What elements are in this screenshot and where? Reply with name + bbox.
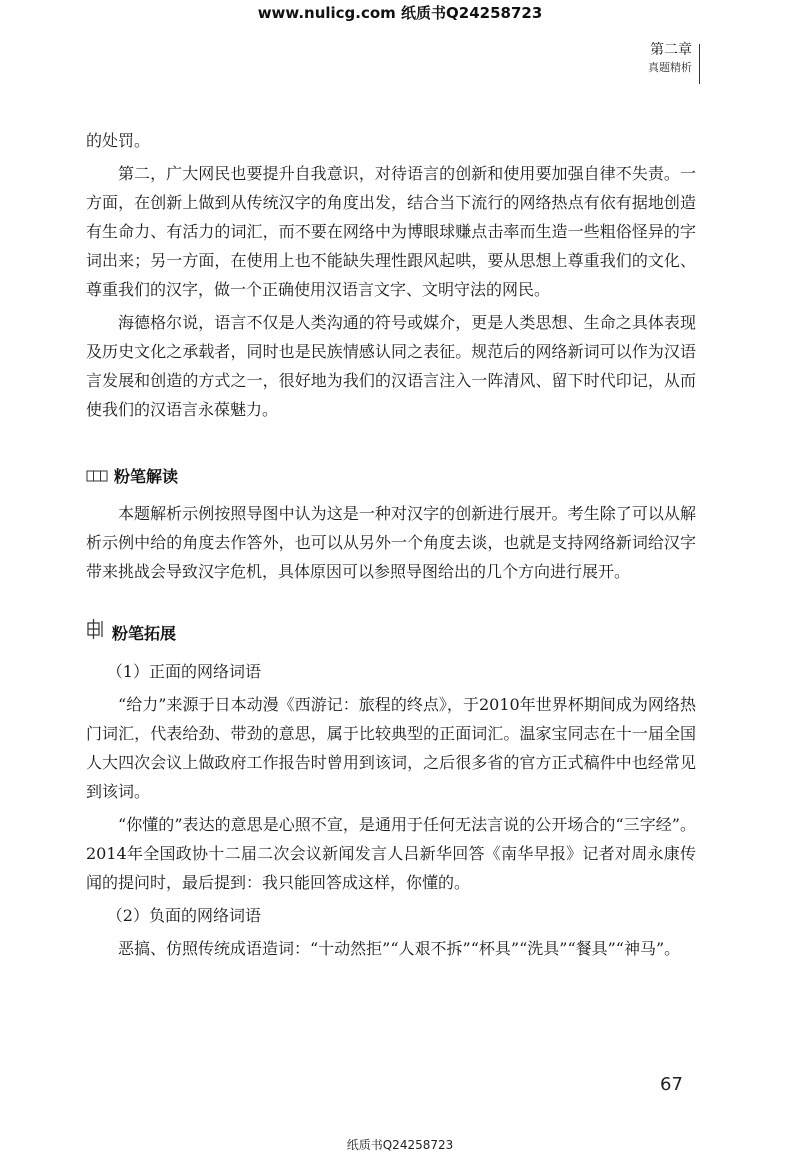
extension-heading (86, 618, 696, 649)
bottom-watermark: 纸质书Q24258723 (346, 1138, 454, 1152)
extension-item2-paragraph1: 恶搞、仿照传统成语造词：“十动然拒”“人艰不拆”“杯具”“洗具”“餐具”“神马”。 (118, 939, 681, 958)
chapter-divider (699, 44, 700, 84)
top-watermark: www.nulicg.com 纸质书Q24258723 (257, 4, 543, 22)
interpretation-heading (86, 462, 696, 491)
paragraph-heidegger: 海德格尔说，语言不仅是人类沟通的符号或媒介，更是人类思想、生命之具体表现及历史文化之承载者，同时也是民族情感认同之表征。规范后的网络新词可以作为汉语言发展和创造的方式之一，很好地为我们的汉语言注入一阵清风、留下时代印记，从而使我们的汉语言永葆魅力。 (86, 313, 696, 419)
interpretation-text: 本题解析示例按照导图中认为这是一种对汉字的创新进行展开。考生除了可以从解析示例中给的角度去作答外，也可以从另外一个角度去谈，也就是支持网络新词给汉字带来挑战会导致汉字危机，具体原因可以参照导图给出的几个方向进行展开。 (86, 504, 696, 581)
chapter-title: 第二章 (650, 42, 692, 58)
page-content (86, 126, 696, 967)
extension-heading-text: 粉笔拓展 (112, 624, 177, 643)
book-icon (86, 462, 108, 491)
chapter-subtitle: 真题精析 (648, 61, 692, 74)
paragraph-second-point: 第二，广大网民也要提升自我意识，对待语言的创新和使用要加强自律不失责。一方面，在创新上做到从传统汉字的角度出发，结合当下流行的网络热点有依有据地创造有生命力、有活力的词汇，而不要在网络中为博眼球赚点击率而生造一些粗俗怪异的字词出来；另一方面，在使用上也不能缺失理性跟风起哄，要从思想上尊重我们的文化、尊重我们的汉字，做一个正确使用汉语言文字、文明守法的网民。 (86, 164, 696, 299)
extension-item1-paragraph1: “给力”来源于日本动漫《西游记：旅程的终点》，于2010年世界杯期间成为网络热门词汇，代表给劲、带劲的意思，属于比较典型的正面词汇。温家宝同志在十一届全国人大四次会议上做政府工作报告时曾用到该词，之后很多省的官方正式稿件中也经常见到该词。 (86, 695, 696, 801)
extension-item2-label: （2）负面的网络词语 (106, 906, 261, 925)
extension-item1-label: （1）正面的网络词语 (106, 662, 261, 681)
extension-item1-paragraph2: “你懂的”表达的意思是心照不宣，是通用于任何无法言说的公开场合的“三字经”。2014年全国政协十二届二次会议新闻发言人吕新华回答《南华早报》记者对周永康传闻的提问时，最后提到：我只能回答成这样，你懂的。 (86, 815, 696, 892)
page-number: 67 (660, 1074, 683, 1095)
paragraph-continuation: 的处罚。 (86, 131, 151, 150)
extension-icon (86, 618, 106, 649)
interpretation-heading-text: 粉笔解读 (114, 467, 179, 486)
chapter-header (648, 40, 692, 76)
